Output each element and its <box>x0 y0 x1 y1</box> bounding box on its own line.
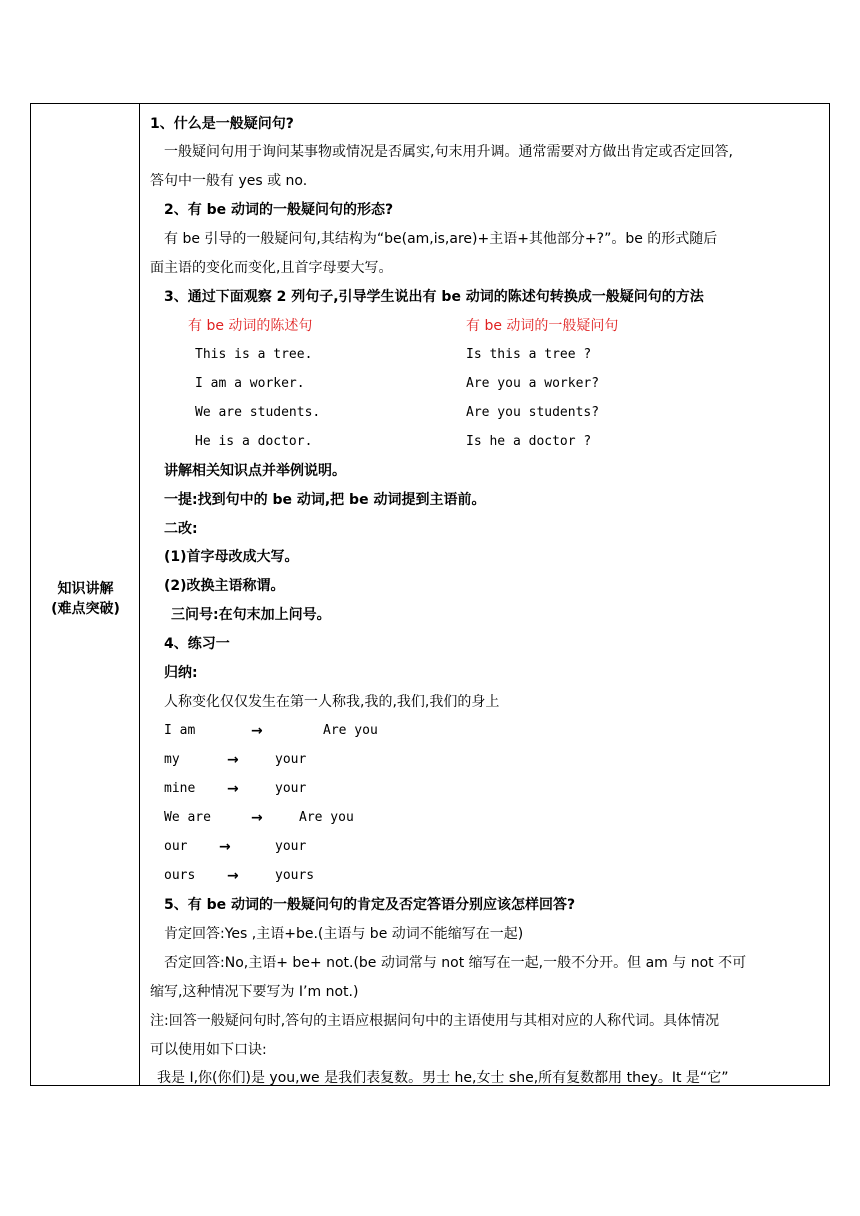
section-1-text-cont: 答句中一般有 yes 或 no. <box>150 173 308 189</box>
section-sublabel: (难点突破) <box>51 601 120 617</box>
note-text-cont: 可以使用如下口诀: <box>150 1042 267 1058</box>
pronoun-from: I am <box>164 723 196 738</box>
pronoun-to: your <box>275 839 307 854</box>
section-2-text-cont: 面主语的变化而变化,且首字母要大写。 <box>150 260 393 276</box>
left-column <box>31 104 140 1085</box>
step-2b: (2)改换主语称谓。 <box>164 578 285 594</box>
pronoun-to: Are you <box>299 810 354 825</box>
pronoun-from: We are <box>164 810 211 825</box>
arrow-icon: → <box>251 723 263 739</box>
content-column <box>141 104 829 1085</box>
affirmative-answer: 肯定回答:Yes ,主语+be.(主语与 be 动词不能缩写在一起) <box>164 926 524 942</box>
arrow-icon: → <box>227 781 239 797</box>
arrow-icon: → <box>219 839 231 855</box>
lesson-table <box>30 103 830 1086</box>
pronoun-to: yours <box>275 868 315 883</box>
summary-label: 归纳: <box>164 665 198 681</box>
step-3: 三问号:在句末加上问号。 <box>171 607 331 623</box>
summary-note: 人称变化仅仅发生在第一人称我,我的,我们,我们的身上 <box>164 694 500 710</box>
pronoun-from: our <box>164 839 188 854</box>
question-sentence: Is this a tree ? <box>466 347 592 362</box>
section-4-title: 4、练习一 <box>164 636 230 652</box>
section-2-text: 有 be 引导的一般疑问句,其结构为“be(am,is,are)+主语+其他部分+?”。be 的形式随后 <box>164 231 718 247</box>
column-header-statement: 有 be 动词的陈述句 <box>188 318 313 334</box>
question-sentence: Is he a doctor ? <box>466 434 592 449</box>
pronoun-from: mine <box>164 781 196 796</box>
step-1: 一提:找到句中的 be 动词,把 be 动词提到主语前。 <box>164 492 486 508</box>
arrow-icon: → <box>227 752 239 768</box>
column-header-question: 有 be 动词的一般疑问句 <box>466 318 619 334</box>
pronoun-to: your <box>275 781 307 796</box>
section-label: 知识讲解 <box>57 581 114 597</box>
pronoun-from: my <box>164 752 180 767</box>
statement-sentence: We are students. <box>195 405 321 420</box>
rhyme-text: 我是 I,你(你们)是 you,we 是我们表复数。男士 he,女士 she,所有复数都用 they。It 是“它” <box>157 1070 729 1086</box>
section-3-title: 3、通过下面观察 2 列句子,引导学生说出有 be 动词的陈述句转换成一般疑问句的方法 <box>164 289 704 305</box>
pronoun-from: ours <box>164 868 196 883</box>
step-2: 二改: <box>164 521 198 537</box>
section-1-text: 一般疑问句用于询问某事物或情况是否属实,句末用升调。通常需要对方做出肯定或否定回答, <box>164 144 733 160</box>
explain-text: 讲解相关知识点并举例说明。 <box>164 463 346 479</box>
statement-sentence: He is a doctor. <box>195 434 313 449</box>
negative-answer: 否定回答:No,主语+ be+ not.(be 动词常与 not 缩写在一起,一般不分开。但 am 与 not 不可 <box>164 955 747 971</box>
step-2a: (1)首字母改成大写。 <box>164 549 299 565</box>
statement-sentence: This is a tree. <box>195 347 313 362</box>
note-text: 注:回答一般疑问句时,答句的主语应根据问句中的主语使用与其相对应的人称代词。具体情况 <box>150 1013 720 1029</box>
question-sentence: Are you a worker? <box>466 376 600 391</box>
arrow-icon: → <box>227 868 239 884</box>
pronoun-to: Are you <box>323 723 378 738</box>
pronoun-to: your <box>275 752 307 767</box>
section-5-title: 5、有 be 动词的一般疑问句的肯定及否定答语分别应该怎样回答? <box>164 897 576 913</box>
section-1-title: 1、什么是一般疑问句? <box>150 116 294 132</box>
arrow-icon: → <box>251 810 263 826</box>
question-sentence: Are you students? <box>466 405 600 420</box>
negative-answer-cont: 缩写,这种情况下要写为 I’m not.) <box>150 984 359 1000</box>
section-2-title: 2、有 be 动词的一般疑问句的形态? <box>164 202 394 218</box>
statement-sentence: I am a worker. <box>195 376 305 391</box>
